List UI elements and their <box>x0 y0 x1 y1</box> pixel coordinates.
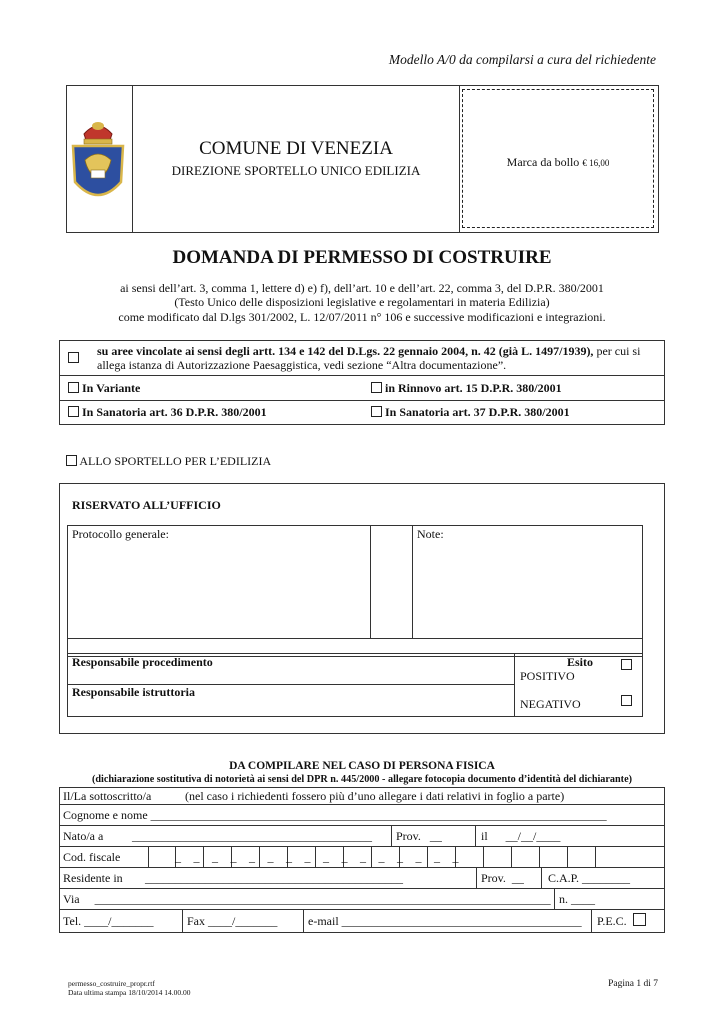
footer-file-name: permesso_costruire_propr.rtf <box>68 979 155 988</box>
negativo-checkbox[interactable] <box>621 695 632 706</box>
pec-label: P.E.C. <box>597 914 627 928</box>
sanatoria37-option[interactable] <box>371 405 570 420</box>
residente-label: Residente in <box>63 871 123 885</box>
via-field[interactable]: Via ____________________________________________________________________________ <box>63 892 551 906</box>
nato-label: Nato/a a <box>63 829 104 843</box>
revenue-stamp-label: Marca da bollo € 16,00 <box>506 155 610 169</box>
sottoscritto-note: (nel caso i richiedenti fossero più d’uno allegare i dati relativi in foglio a parte) <box>185 789 565 803</box>
pec-option[interactable] <box>597 913 646 929</box>
variante-option[interactable] <box>68 381 140 396</box>
footer-print-date: Data ultima stampa 18/10/2014 14.00.00 <box>68 988 191 997</box>
footer-page-number: Pagina 1 di 7 <box>608 979 658 989</box>
esito-label: Esito <box>567 655 594 669</box>
sanatoria36-checkbox[interactable] <box>68 406 79 417</box>
nato-prov-field[interactable]: Prov. __ <box>396 829 442 843</box>
residente-field[interactable]: ___________________________________________ <box>145 871 403 885</box>
cod-fiscale-marks: _ _ _ _ _ _ _ _ _ _ _ _ _ _ _ _ <box>175 850 459 864</box>
variante-checkbox[interactable] <box>68 382 79 393</box>
responsabile-istruttoria-label: Responsabile istruttoria <box>72 685 195 699</box>
responsabile-procedimento-label: Responsabile procedimento <box>72 655 213 669</box>
civic-number-field[interactable]: n. ____ <box>559 892 595 906</box>
notes-label: Note: <box>417 527 444 541</box>
sanatoria37-label: In Sanatoria art. 37 D.P.R. 380/2001 <box>385 405 570 419</box>
sportello-checkbox[interactable] <box>66 455 77 466</box>
rinnovo-label: in Rinnovo art. 15 D.P.R. 380/2001 <box>385 381 562 395</box>
vincolate-checkbox[interactable] <box>68 352 79 363</box>
sottoscritto-label: Il/La sottoscritto/a <box>63 789 152 803</box>
sanatoria36-option[interactable] <box>68 405 267 420</box>
negativo-label: NEGATIVO <box>520 697 581 711</box>
vincolate-option-text: su aree vincolate ai sensi degli artt. 134 e 142 del D.Lgs. 22 gennaio 2004, n. 42 (già L. 1497/1939), per cui si allega istanza di Autorizzazione Paesaggistica, vedi sezione “Altra documentazione”. <box>97 344 641 372</box>
persona-fisica-subtitle: (dichiarazione sostitutiva di notorietà ai sensi del DPR n. 445/2000 - allegare fotocopia documento d’identità del dichiarante) <box>91 774 632 785</box>
intro-line-1: ai sensi dell’art. 3, comma 1, lettere d) e) f), dell’art. 10 e dell’art. 22, comma 3, del D.P.R. 380/2001 <box>120 281 604 295</box>
sportello-option[interactable] <box>66 454 271 469</box>
department-subtitle: DIREZIONE SPORTELLO UNICO EDILIZIA <box>171 163 421 178</box>
residente-prov-field[interactable]: Prov. __ <box>481 871 524 885</box>
rinnovo-option[interactable] <box>371 381 562 396</box>
rinnovo-checkbox[interactable] <box>371 382 382 393</box>
office-reserved-title: RISERVATO ALL’UFFICIO <box>72 498 221 512</box>
persona-fisica-title: DA COMPILARE NEL CASO DI PERSONA FISICA <box>229 760 495 772</box>
sanatoria36-label: In Sanatoria art. 36 D.P.R. 380/2001 <box>82 405 267 419</box>
positivo-checkbox[interactable] <box>621 659 632 670</box>
cognome-nome-field[interactable]: Cognome e nome ____________________________________________________________________________ <box>63 808 607 822</box>
document-title: DOMANDA DI PERMESSO DI COSTRUIRE <box>172 247 552 268</box>
intro-line-3: come modificato dal D.lgs 301/2002, L. 12/07/2011 n° 106 e successive modificazioni e integrazioni. <box>118 310 606 324</box>
tel-field[interactable]: Tel. ____/_______ <box>63 914 154 928</box>
cod-fiscale-label: Cod. fiscale <box>63 850 121 864</box>
nato-field[interactable]: ________________________________________ <box>132 829 372 843</box>
pec-checkbox[interactable] <box>633 913 646 926</box>
email-field[interactable]: e-mail ________________________________________ <box>308 914 582 928</box>
municipality-title: COMUNE DI VENEZIA <box>199 138 393 159</box>
sanatoria37-checkbox[interactable] <box>371 406 382 417</box>
sportello-label: ALLO SPORTELLO PER L’EDILIZIA <box>79 454 272 468</box>
nato-date-field[interactable]: il __/__/____ <box>481 829 561 843</box>
fax-field[interactable]: Fax ____/_______ <box>187 914 278 928</box>
intro-line-2: (Testo Unico delle disposizioni legislative e regolamentari in materia Edilizia) <box>174 295 550 309</box>
cap-field[interactable]: C.A.P. ________ <box>548 871 631 885</box>
variante-label: In Variante <box>82 381 141 395</box>
positivo-label: POSITIVO <box>520 669 575 683</box>
form-model-note: Modello A/0 da compilarsi a cura del richiedente <box>388 52 656 67</box>
venezia-coat-of-arms <box>68 112 128 212</box>
protocollo-label: Protocollo generale: <box>72 527 169 541</box>
